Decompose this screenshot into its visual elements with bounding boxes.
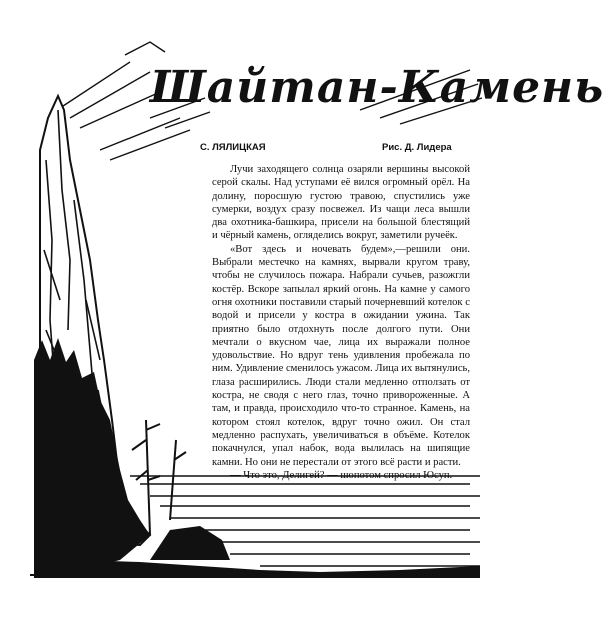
paragraph: — Что это, Делигей? — шопотом спросил Юсуп. [230,469,453,481]
page-title: Шайтан-Камень [150,62,604,113]
paragraph: Лучи заходящего солнца озаряли вершины высокой серой скалы. Над уступами её вился огромный орёл. На долину, поросшую густою травою, спустились уже сумерки, воздух сразу посвежел. Из чащи леса вышли два охотника-башкира, присели на большой блестящий и чёрный камень, огляделись вокруг, заметили ручеёк. [212,164,470,242]
article-body [212,163,470,482]
author-byline: С. ЛЯЛИЦКАЯ [200,142,266,153]
illustrator-byline: Рис. Д. Лидера [382,142,452,153]
paragraph: «Вот здесь и ночевать будем»,—решили они. Выбрали местечко на камнях, вырвали кругом траву, чтобы не случилось пожара. Набрали сучьев, разожгли костёр. Вскоре запылал яркий огонь. На камне у самого огня охотники поставили старый почерневший котелок с водой и присели у костра в ожидании ужина. Так приятно было отдохнуть после долгого пути. Они мечтали о вкусном чае, лица их выражали полное удовольствие. Но вдруг тень удивления пробежала по ним. Удивление сменилось ужасом. Лица их вытянулись, глаза расширились. Люди стали медленно отползать от костра, не сводя с него глаз, точно привороженные. А там, и правда, происходило что-то странное. Камень, на котором стоял котелок, вдруг точно ожил. Он стал медленно распухать, увеличиваться в объёме. Котелок покачнулся, упал набок, вода вылилась на шипящие камни. Но они не перестали от этого всё расти и расти. [212,243,471,468]
rock [150,526,230,560]
